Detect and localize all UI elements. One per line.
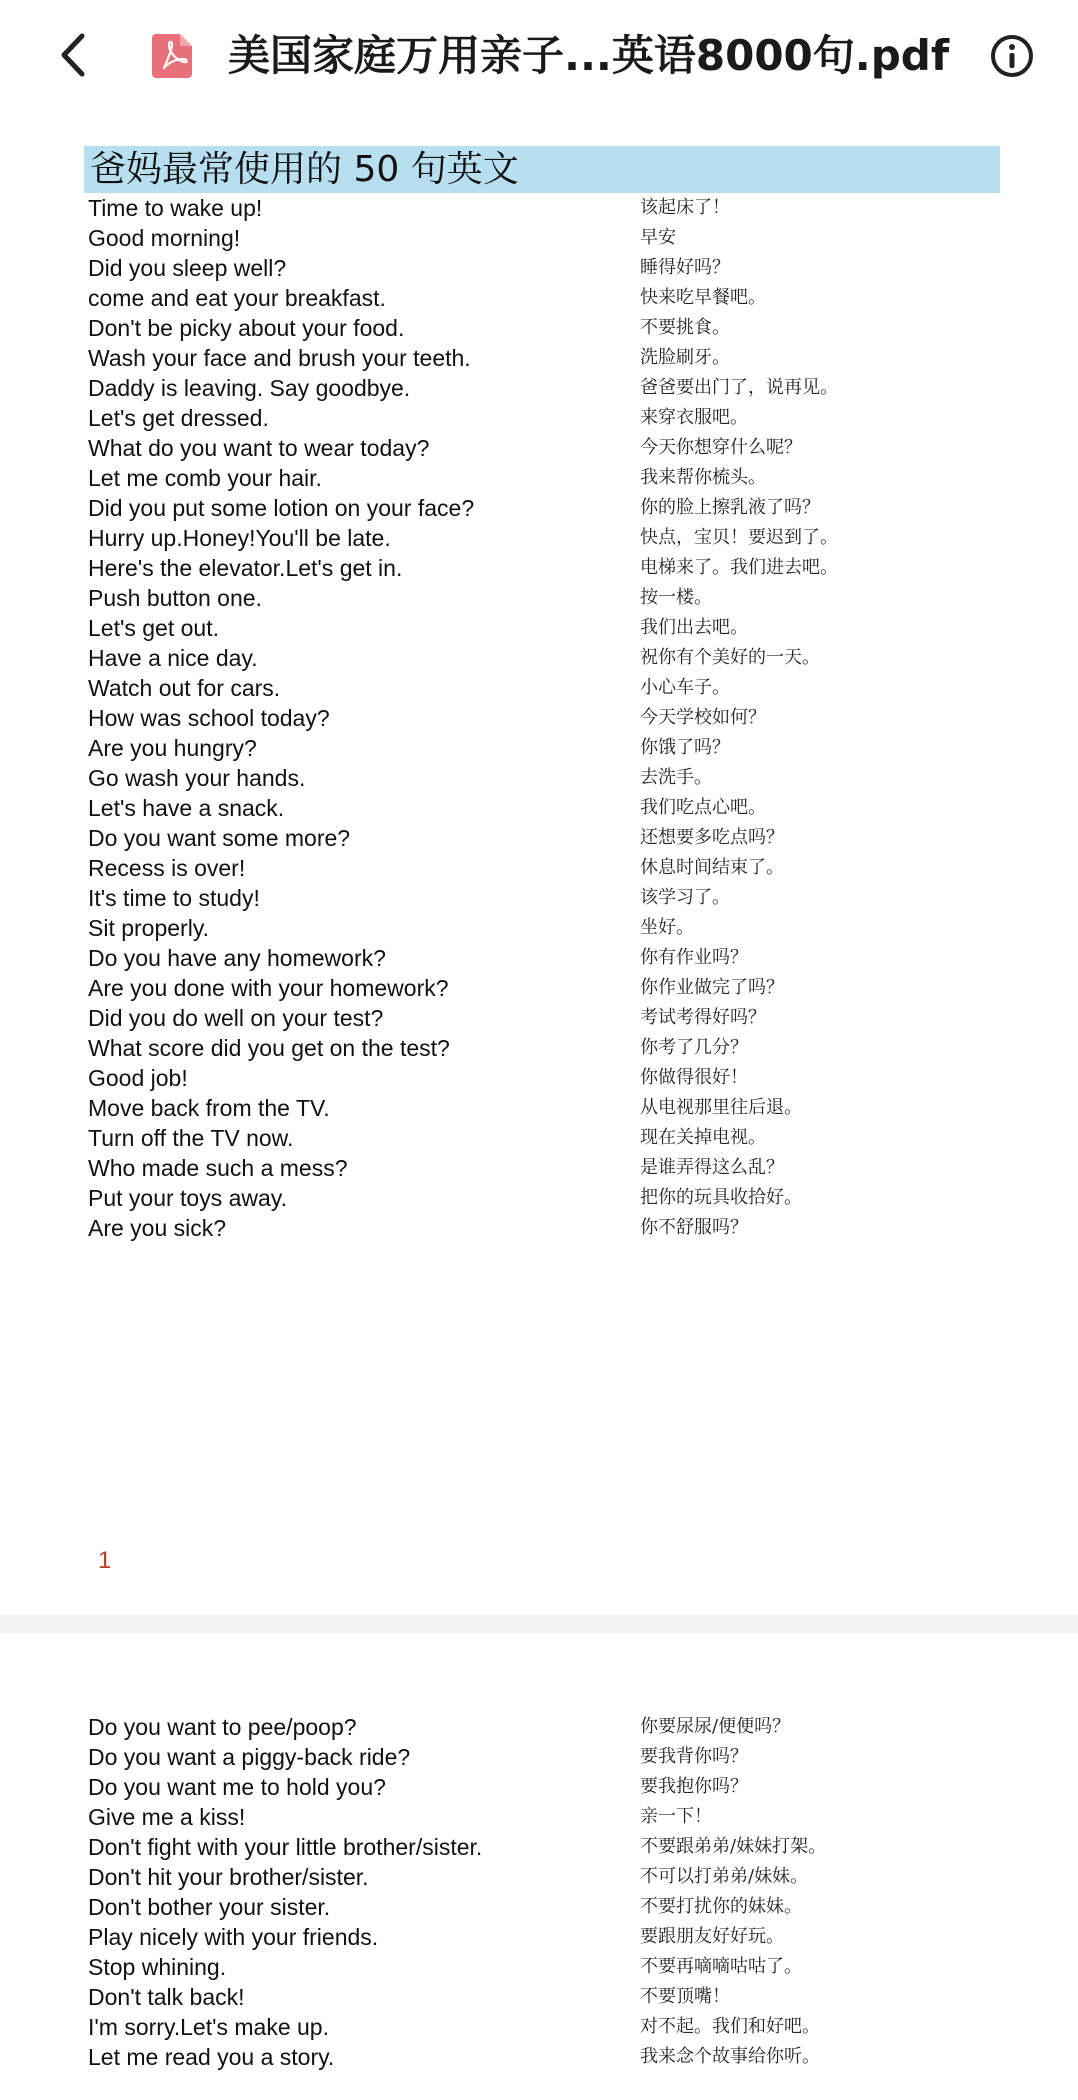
english-phrase: Are you done with your homework? <box>88 975 449 1001</box>
english-phrase: Turn off the TV now. <box>88 1125 294 1151</box>
english-phrase: Don't fight with your little brother/sister. <box>88 1834 483 1860</box>
phrase-row <box>0 2012 1078 2042</box>
chinese-translation: 我来帮你梳头。 <box>640 467 766 488</box>
english-phrase: Don't talk back! <box>88 1984 245 2010</box>
chinese-translation: 不要再嘀嘀咕咕了。 <box>640 1956 802 1977</box>
phrase-row <box>0 1952 1078 1982</box>
phrase-row <box>0 613 1078 643</box>
back-button[interactable] <box>48 30 98 80</box>
phrase-row <box>0 433 1078 463</box>
phrase-row <box>0 373 1078 403</box>
english-phrase: Do you want to pee/poop? <box>88 1714 357 1740</box>
english-phrase: Let me comb your hair. <box>88 465 322 491</box>
english-phrase: What score did you get on the test? <box>88 1035 450 1061</box>
chinese-translation: 还想要多吃点吗？ <box>640 827 784 848</box>
chinese-translation: 按一楼。 <box>640 587 712 608</box>
chinese-translation: 小心车子。 <box>640 677 730 698</box>
phrase-row <box>0 1153 1078 1183</box>
chinese-translation: 我们出去吧。 <box>640 617 748 638</box>
chinese-translation: 坐好。 <box>640 917 694 938</box>
phrase-list <box>0 1712 1078 2072</box>
phrase-list <box>0 193 1078 1243</box>
chinese-translation: 今天学校如何？ <box>640 707 766 728</box>
english-phrase: Do you want me to hold you? <box>88 1774 386 1800</box>
english-phrase: Are you sick? <box>88 1215 227 1241</box>
chinese-translation: 要跟朋友好好玩。 <box>640 1926 784 1947</box>
section-heading-band <box>84 146 1000 193</box>
phrase-row <box>0 1063 1078 1093</box>
phrase-row <box>0 1862 1078 1892</box>
chinese-translation: 你做得很好！ <box>640 1067 748 1088</box>
english-phrase: Do you want some more? <box>88 825 351 851</box>
phrase-row <box>0 343 1078 373</box>
chinese-translation: 要我背你吗？ <box>640 1746 748 1767</box>
english-phrase: Give me a kiss! <box>88 1804 246 1830</box>
chinese-translation: 你作业做完了吗？ <box>640 977 784 998</box>
english-phrase: Sit properly. <box>88 915 210 941</box>
phrase-row <box>0 793 1078 823</box>
chinese-translation: 该起床了！ <box>640 197 730 218</box>
chinese-translation: 快点，宝贝！要迟到了。 <box>640 527 838 548</box>
page-separator <box>0 1615 1078 1633</box>
english-phrase: Watch out for cars. <box>88 675 281 701</box>
info-button[interactable] <box>988 32 1036 80</box>
english-phrase: How was school today? <box>88 705 330 731</box>
phrase-row <box>0 763 1078 793</box>
english-phrase: Who made such a mess? <box>88 1155 348 1181</box>
phrase-row <box>0 1892 1078 1922</box>
phrase-row <box>0 313 1078 343</box>
chinese-translation: 你的脸上擦乳液了吗？ <box>640 497 820 518</box>
chinese-translation: 休息时间结束了。 <box>640 857 784 878</box>
chinese-translation: 从电视那里往后退。 <box>640 1097 802 1118</box>
chinese-translation: 你考了几分？ <box>640 1037 748 1058</box>
section-heading: 爸妈最常使用的 50 句英文 <box>90 149 519 190</box>
chinese-translation: 你要尿尿/便便吗？ <box>640 1716 791 1737</box>
english-phrase: It's time to study! <box>88 885 260 911</box>
chinese-translation: 不要挑食。 <box>640 317 730 338</box>
english-phrase: Recess is over! <box>88 855 246 881</box>
english-phrase: Do you want a piggy-back ride? <box>88 1744 411 1770</box>
english-phrase: Let's have a snack. <box>88 795 285 821</box>
english-phrase: Move back from the TV. <box>88 1095 330 1121</box>
phrase-row <box>0 643 1078 673</box>
english-phrase: Daddy is leaving. Say goodbye. <box>88 375 411 401</box>
english-phrase: Stop whining. <box>88 1954 227 1980</box>
chinese-translation: 我们吃点心吧。 <box>640 797 766 818</box>
english-phrase: Did you do well on your test? <box>88 1005 384 1031</box>
phrase-row <box>0 1213 1078 1243</box>
english-phrase: Are you hungry? <box>88 735 257 761</box>
phrase-row <box>0 193 1078 223</box>
phrase-row <box>0 823 1078 853</box>
chinese-translation: 早安 <box>640 227 676 248</box>
english-phrase: Hurry up.Honey!You'll be late. <box>88 525 391 551</box>
phrase-row <box>0 283 1078 313</box>
phrase-row <box>0 1742 1078 1772</box>
english-phrase: Play nicely with your friends. <box>88 1924 379 1950</box>
phrase-row <box>0 493 1078 523</box>
info-icon <box>988 32 1036 80</box>
english-phrase: Time to wake up! <box>88 195 263 221</box>
chinese-translation: 你有作业吗？ <box>640 947 748 968</box>
chinese-translation: 考试考得好吗？ <box>640 1007 766 1028</box>
english-phrase: Push button one. <box>88 585 262 611</box>
english-phrase: Did you sleep well? <box>88 255 287 281</box>
english-phrase: Here's the elevator.Let's get in. <box>88 555 403 581</box>
phrase-row <box>0 1922 1078 1952</box>
page-number: 1 <box>98 1547 112 1574</box>
english-phrase: Good job! <box>88 1065 188 1091</box>
chinese-translation: 睡得好吗？ <box>640 257 730 278</box>
top-app-bar <box>0 0 1078 115</box>
chinese-translation: 洗脸刷牙。 <box>640 347 730 368</box>
phrase-row <box>0 1802 1078 1832</box>
chinese-translation: 快来吃早餐吧。 <box>640 287 766 308</box>
chinese-translation: 我来念个故事给你听。 <box>640 2046 820 2067</box>
phrase-row <box>0 523 1078 553</box>
chinese-translation: 爸爸要出门了，说再见。 <box>640 377 838 398</box>
english-phrase: Have a nice day. <box>88 645 258 671</box>
chinese-translation: 去洗手。 <box>640 767 712 788</box>
chinese-translation: 祝你有个美好的一天。 <box>640 647 820 668</box>
english-phrase: I'm sorry.Let's make up. <box>88 2014 329 2040</box>
english-phrase: Do you have any homework? <box>88 945 386 971</box>
english-phrase: Let me read you a story. <box>88 2044 335 2070</box>
phrase-row <box>0 1832 1078 1862</box>
chinese-translation: 不要顶嘴！ <box>640 1986 730 2007</box>
phrase-row <box>0 913 1078 943</box>
english-phrase: Put your toys away. <box>88 1185 287 1211</box>
pdf-page-1[interactable] <box>0 115 1078 1615</box>
chinese-translation: 对不起。我们和好吧。 <box>640 2016 820 2037</box>
chinese-translation: 今天你想穿什么呢？ <box>640 437 802 458</box>
phrase-row <box>0 1712 1078 1742</box>
phrase-row <box>0 1093 1078 1123</box>
document-title: 美国家庭万用亲子...英语8000句.pdf <box>228 31 950 80</box>
phrase-row <box>0 253 1078 283</box>
phrase-row <box>0 1033 1078 1063</box>
english-phrase: Good morning! <box>88 225 241 251</box>
phrase-row <box>0 553 1078 583</box>
phrase-row <box>0 403 1078 433</box>
phrase-row <box>0 463 1078 493</box>
english-phrase: Go wash your hands. <box>88 765 306 791</box>
phrase-row <box>0 1772 1078 1802</box>
phrase-row <box>0 223 1078 253</box>
pdf-page-2[interactable] <box>0 1633 1078 2100</box>
phrase-row <box>0 733 1078 763</box>
chinese-translation: 是谁弄得这么乱？ <box>640 1157 784 1178</box>
phrase-row <box>0 1123 1078 1153</box>
chinese-translation: 不要跟弟弟/妹妹打架。 <box>640 1836 827 1857</box>
phrase-row <box>0 943 1078 973</box>
english-phrase: What do you want to wear today? <box>88 435 430 461</box>
phrase-row <box>0 1183 1078 1213</box>
english-phrase: Let's get dressed. <box>88 405 269 431</box>
chevron-left-icon <box>58 32 88 78</box>
english-phrase: come and eat your breakfast. <box>88 285 386 311</box>
chinese-translation: 现在关掉电视。 <box>640 1127 766 1148</box>
phrase-row <box>0 2042 1078 2072</box>
english-phrase: Don't hit your brother/sister. <box>88 1864 369 1890</box>
phrase-row <box>0 973 1078 1003</box>
chinese-translation: 来穿衣服吧。 <box>640 407 748 428</box>
phrase-row <box>0 583 1078 613</box>
english-phrase: Did you put some lotion on your face? <box>88 495 475 521</box>
english-phrase: Don't bother your sister. <box>88 1894 331 1920</box>
chinese-translation: 不要打扰你的妹妹。 <box>640 1896 802 1917</box>
chinese-translation: 你不舒服吗？ <box>640 1217 748 1238</box>
pdf-file-icon <box>150 32 196 80</box>
english-phrase: Let's get out. <box>88 615 219 641</box>
phrase-row <box>0 673 1078 703</box>
phrase-row <box>0 1003 1078 1033</box>
chinese-translation: 把你的玩具收拾好。 <box>640 1187 802 1208</box>
phrase-row <box>0 703 1078 733</box>
chinese-translation: 要我抱你吗？ <box>640 1776 748 1797</box>
english-phrase: Don't be picky about your food. <box>88 315 405 341</box>
chinese-translation: 电梯来了。我们进去吧。 <box>640 557 838 578</box>
english-phrase: Wash your face and brush your teeth. <box>88 345 471 371</box>
chinese-translation: 你饿了吗？ <box>640 737 730 758</box>
chinese-translation: 不可以打弟弟/妹妹。 <box>640 1866 809 1887</box>
phrase-row <box>0 853 1078 883</box>
chinese-translation: 亲一下！ <box>640 1806 712 1827</box>
phrase-row <box>0 1982 1078 2012</box>
chinese-translation: 该学习了。 <box>640 887 730 908</box>
phrase-row <box>0 883 1078 913</box>
